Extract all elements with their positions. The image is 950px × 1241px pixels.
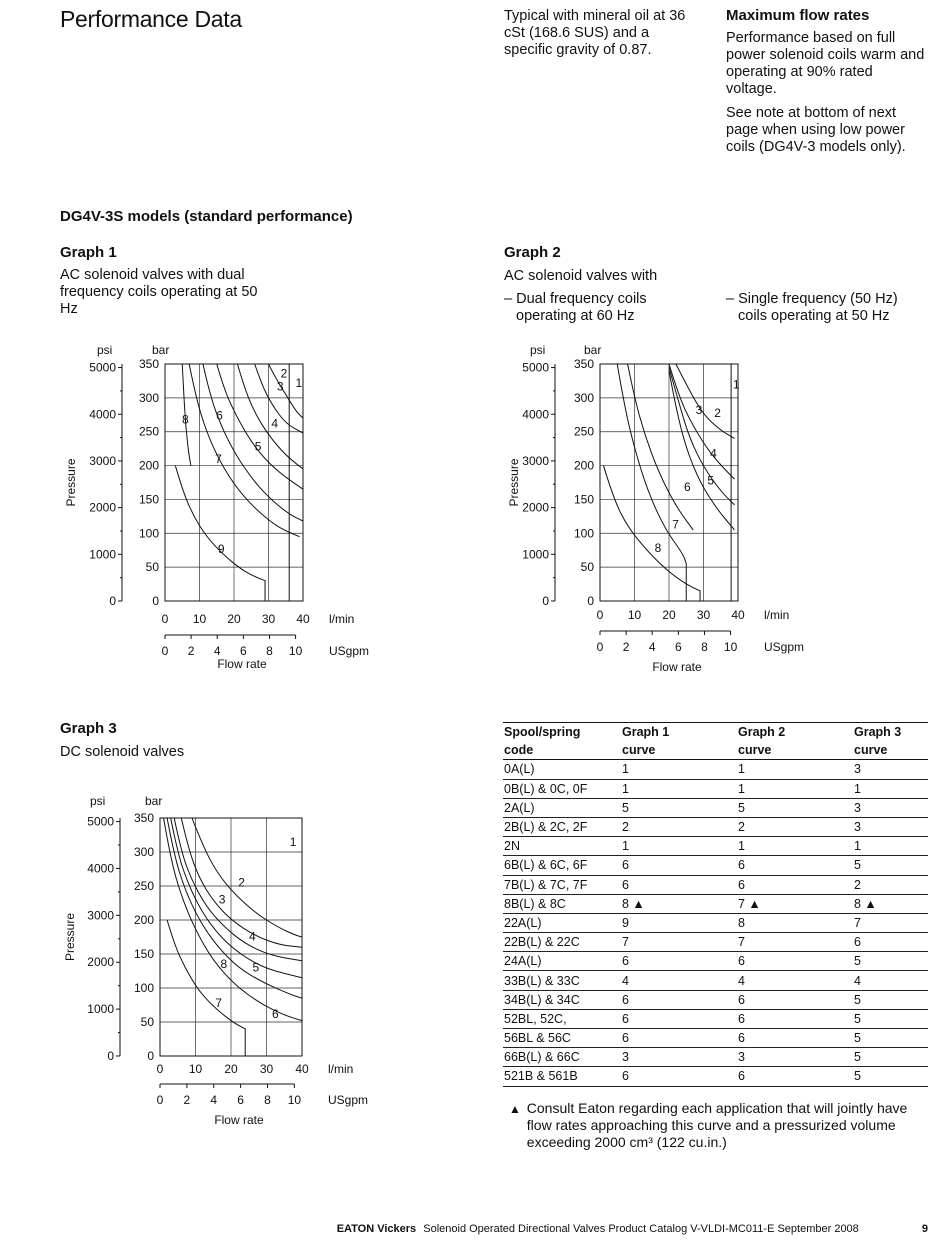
- curve-label: 5: [707, 473, 715, 488]
- psi-tick-label: 2000: [87, 955, 114, 970]
- series-curve-2: [676, 364, 735, 438]
- curve-label: 5: [254, 439, 262, 454]
- max-flow-paragraph-1: Performance based on full power solenoid coils warm and operating at 90% rated voltage.: [726, 30, 925, 97]
- bar-tick-label: 300: [138, 390, 159, 405]
- psi-tick-label: 4000: [89, 407, 116, 422]
- gpm-tick-label: 0: [156, 1093, 164, 1107]
- spool-table-container: [503, 722, 928, 1087]
- gpm-tick-label: 8: [701, 640, 708, 654]
- gpm-tick-label: 2: [187, 644, 195, 658]
- lmin-tick-label: 40: [295, 1062, 309, 1076]
- cell-spool-code: 2A(L): [503, 798, 621, 817]
- gpm-tick-label: 10: [287, 1093, 302, 1107]
- graph1-description: AC solenoid valves with dual frequency coils operating at 50 Hz: [60, 267, 258, 317]
- lmin-tick-label: 30: [696, 608, 711, 622]
- curve-label: 3: [218, 892, 226, 907]
- lmin-tick-label: 10: [188, 1062, 203, 1076]
- header-curve-2: curve: [737, 741, 853, 760]
- gpm-tick-label: 4: [213, 644, 221, 658]
- curve-label: 3: [276, 379, 284, 394]
- gpm-unit-label: USgpm: [329, 644, 370, 658]
- bar-tick-label: 300: [573, 390, 594, 405]
- bar-tick-label: 100: [133, 981, 154, 995]
- psi-tick-label: 1000: [89, 547, 116, 562]
- oil-note: Typical with mineral oil at 36 cSt (168.6 SUS) and a specific gravity of 0.87.: [504, 8, 686, 58]
- triangle-icon: ▲: [509, 1102, 521, 1116]
- header-graph1: Graph 1: [621, 723, 737, 742]
- cell-curve: 6: [621, 1067, 737, 1086]
- cell-curve: 1: [621, 760, 737, 779]
- curve-label: 4: [710, 446, 717, 461]
- cell-curve: 6: [621, 1029, 737, 1048]
- cell-curve: 1: [737, 760, 853, 779]
- cell-curve: 6: [853, 933, 928, 952]
- cell-curve: 6: [621, 1009, 737, 1028]
- graph3-title: Graph 3: [60, 720, 117, 737]
- header-spool: Spool/spring: [503, 723, 621, 742]
- psi-tick-label: 0: [542, 594, 549, 608]
- footnote-text: Consult Eaton regarding each application that will jointly have flow rates approaching this curve and a pressurized volume exceeding 2000 cm³ (122 cu.in.): [526, 1100, 908, 1150]
- footer: [337, 1223, 928, 1235]
- curve-label: 7: [215, 995, 222, 1010]
- curve-label: 4: [271, 416, 279, 431]
- curve-label: 9: [217, 541, 225, 556]
- cell-curve: 5: [853, 990, 928, 1009]
- lmin-tick-label: 20: [224, 1062, 238, 1076]
- cell-curve: 5: [853, 1009, 928, 1028]
- bar-tick-label: 0: [147, 1049, 154, 1063]
- psi-tick-label: 5000: [89, 360, 116, 375]
- cell-spool-code: 34B(L) & 34C: [503, 990, 621, 1009]
- curve-label: 1: [732, 377, 740, 392]
- cell-curve: 6: [737, 856, 853, 875]
- series-curve-6: [628, 364, 694, 530]
- table-row: [503, 875, 928, 894]
- psi-tick-label: 0: [109, 594, 116, 608]
- table-row: [503, 971, 928, 990]
- curve-label: 6: [216, 408, 223, 423]
- table-row: [503, 817, 928, 836]
- psi-tick-label: 4000: [522, 407, 549, 422]
- gpm-tick-label: 4: [648, 640, 656, 654]
- series-curve-5: [217, 364, 303, 489]
- gpm-tick-label: 2: [183, 1093, 191, 1107]
- cell-spool-code: 22B(L) & 22C: [503, 933, 621, 952]
- psi-tick-label: 3000: [89, 453, 116, 468]
- lmin-tick-label: 0: [596, 608, 604, 622]
- cell-curve: 5: [853, 952, 928, 971]
- cell-curve: 2: [737, 817, 853, 836]
- curve-label: 8: [182, 412, 189, 427]
- bar-tick-label: 50: [140, 1015, 154, 1029]
- pressure-axis-label: Pressure: [63, 912, 77, 962]
- max-flow-paragraph-2: See note at bottom of next page when using low power coils (DG4V-3 models only).: [726, 105, 906, 155]
- lmin-tick-label: 20: [227, 612, 241, 626]
- cell-spool-code: 24A(L): [503, 952, 621, 971]
- bar-tick-label: 150: [138, 492, 159, 507]
- bar-tick-label: 300: [133, 845, 154, 859]
- cell-curve: 5: [853, 856, 928, 875]
- cell-curve: 3: [853, 817, 928, 836]
- lmin-unit-label: l/min: [329, 612, 355, 626]
- cell-spool-code: 7B(L) & 7C, 7F: [503, 875, 621, 894]
- cell-curve: 2: [621, 817, 737, 836]
- lmin-tick-label: 30: [259, 1062, 274, 1076]
- curve-label: 7: [672, 517, 679, 532]
- gpm-tick-label: 6: [237, 1093, 244, 1107]
- lmin-unit-label: l/min: [328, 1062, 354, 1076]
- cell-curve: 7: [621, 933, 737, 952]
- cell-curve: 6: [737, 952, 853, 971]
- page-title: Performance Data: [60, 6, 242, 32]
- gpm-tick-label: 8: [264, 1093, 271, 1107]
- psi-tick-label: 3000: [522, 453, 549, 468]
- bar-tick-label: 350: [138, 357, 159, 371]
- cell-spool-code: 52BL, 52C,: [503, 1009, 621, 1028]
- table-row: [503, 1029, 928, 1048]
- curve-label: 4: [248, 929, 256, 944]
- bar-tick-label: 250: [573, 424, 594, 439]
- cell-curve: 7 ▲: [737, 894, 853, 913]
- cell-curve: 1: [621, 837, 737, 856]
- bar-tick-label: 350: [573, 357, 594, 371]
- gpm-tick-label: 6: [240, 644, 247, 658]
- table-header-row-2: [503, 741, 928, 760]
- gpm-tick-label: 6: [675, 640, 682, 654]
- cell-curve: 5: [853, 1048, 928, 1067]
- gpm-tick-label: 10: [723, 640, 738, 654]
- flow-rate-label: Flow rate: [217, 657, 267, 671]
- chart-g3: [63, 794, 368, 1127]
- cell-spool-code: 0B(L) & 0C, 0F: [503, 779, 621, 798]
- series-curve-3: [255, 364, 303, 433]
- header-graph3: Graph 3: [853, 723, 928, 742]
- cell-curve: 1: [853, 779, 928, 798]
- bar-unit-label: bar: [152, 343, 170, 357]
- gpm-tick-label: 0: [596, 640, 604, 654]
- cell-spool-code: 33B(L) & 33C: [503, 971, 621, 990]
- bar-tick-label: 0: [587, 594, 594, 608]
- gpm-tick-label: 10: [288, 644, 303, 658]
- psi-unit-label: psi: [90, 794, 106, 808]
- cell-curve: 4: [621, 971, 737, 990]
- header-curve-1: curve: [621, 741, 737, 760]
- footer-text: Solenoid Operated Directional Valves Product Catalog V-VLDI-MC011-E September 2008: [423, 1223, 859, 1235]
- table-row: [503, 1067, 928, 1086]
- table-row: [503, 933, 928, 952]
- bar-tick-label: 50: [145, 560, 159, 575]
- bar-tick-label: 350: [133, 811, 154, 825]
- cell-spool-code: 8B(L) & 8C: [503, 894, 621, 913]
- bar-tick-label: 200: [133, 913, 154, 927]
- lmin-tick-label: 10: [627, 608, 642, 622]
- cell-curve: 6: [621, 856, 737, 875]
- cell-curve: 5: [737, 798, 853, 817]
- cell-curve: 9: [621, 913, 737, 932]
- cell-curve: 1: [853, 837, 928, 856]
- curve-label: 8: [654, 541, 662, 556]
- chart-g2: [507, 343, 804, 674]
- lmin-unit-label: l/min: [764, 608, 790, 622]
- graph2-description-dual-text: – Dual frequency coils operating at 60 Hz: [504, 291, 647, 324]
- table-row: [503, 990, 928, 1009]
- pressure-axis-label: Pressure: [507, 458, 521, 507]
- bar-tick-label: 0: [152, 594, 159, 608]
- cell-curve: 7: [737, 933, 853, 952]
- cell-spool-code: 0A(L): [503, 760, 621, 779]
- cell-curve: 6: [737, 990, 853, 1009]
- header-graph2: Graph 2: [737, 723, 853, 742]
- psi-tick-label: 2000: [522, 500, 549, 515]
- curve-label: 2: [280, 366, 288, 381]
- psi-tick-label: 0: [107, 1049, 114, 1063]
- curve-label: 8: [220, 957, 228, 972]
- cell-curve: 6: [621, 875, 737, 894]
- series-curve-4: [237, 364, 303, 469]
- cell-curve: 1: [737, 837, 853, 856]
- graph2-description: AC solenoid valves with: [504, 268, 658, 284]
- psi-unit-label: psi: [530, 343, 546, 357]
- psi-unit-label: psi: [97, 343, 113, 357]
- graph1-title: Graph 1: [60, 244, 117, 261]
- cell-curve: 6: [737, 875, 853, 894]
- bar-unit-label: bar: [584, 343, 602, 357]
- cell-curve: 3: [621, 1048, 737, 1067]
- cell-spool-code: 66B(L) & 66C: [503, 1048, 621, 1067]
- curve-label: 7: [215, 451, 222, 466]
- gpm-tick-label: 4: [210, 1093, 218, 1107]
- table-row: [503, 779, 928, 798]
- bar-tick-label: 200: [573, 458, 594, 473]
- bar-tick-label: 150: [133, 947, 154, 961]
- cell-curve: 5: [621, 798, 737, 817]
- header-curve-3: curve: [853, 741, 928, 760]
- cell-curve: 6: [621, 990, 737, 1009]
- gpm-tick-label: 0: [161, 644, 169, 658]
- table-row: [503, 952, 928, 971]
- bar-tick-label: 250: [133, 879, 154, 893]
- psi-tick-label: 2000: [89, 500, 116, 515]
- table-row: [503, 894, 928, 913]
- table-row: [503, 760, 928, 779]
- curve-label: 2: [714, 405, 721, 420]
- series-curve-6: [203, 364, 303, 521]
- gpm-tick-label: 8: [266, 644, 273, 658]
- cell-spool-code: 22A(L): [503, 913, 621, 932]
- bar-tick-label: 100: [573, 526, 594, 541]
- bar-tick-label: 200: [138, 458, 159, 473]
- cell-curve: 8: [737, 913, 853, 932]
- psi-tick-label: 3000: [87, 908, 114, 923]
- graph2-title: Graph 2: [504, 244, 561, 261]
- cell-curve: 3: [853, 760, 928, 779]
- graph2-description-single-text: – Single frequency (50 Hz) coils operating at 50 Hz: [726, 291, 898, 324]
- bar-unit-label: bar: [145, 794, 163, 808]
- gpm-unit-label: USgpm: [764, 640, 805, 654]
- table-row: [503, 1048, 928, 1067]
- table-footnote: [509, 1100, 929, 1151]
- header-code: code: [503, 741, 621, 760]
- pressure-axis-label: Pressure: [64, 458, 78, 507]
- cell-curve: 3: [737, 1048, 853, 1067]
- table-header-row-1: [503, 723, 928, 742]
- cell-curve: 4: [853, 971, 928, 990]
- curve-label: 5: [252, 960, 260, 975]
- bar-tick-label: 250: [138, 424, 159, 439]
- cell-curve: 6: [621, 952, 737, 971]
- flow-rate-label: Flow rate: [214, 1113, 264, 1127]
- lmin-tick-label: 0: [161, 612, 169, 626]
- section-heading: DG4V-3S models (standard performance): [60, 208, 353, 225]
- cell-spool-code: 2N: [503, 837, 621, 856]
- lmin-tick-label: 0: [156, 1062, 164, 1076]
- cell-curve: 6: [737, 1009, 853, 1028]
- table-row: [503, 837, 928, 856]
- curve-label: 3: [695, 403, 703, 418]
- psi-tick-label: 5000: [87, 814, 114, 829]
- graph3-description: DC solenoid valves: [60, 744, 185, 760]
- cell-curve: 7: [853, 913, 928, 932]
- table-row: [503, 913, 928, 932]
- lmin-tick-label: 20: [662, 608, 676, 622]
- cell-curve: 1: [621, 779, 737, 798]
- table-row: [503, 798, 928, 817]
- curve-label: 6: [683, 480, 691, 495]
- psi-tick-label: 1000: [87, 1002, 114, 1017]
- cell-curve: 5: [853, 1029, 928, 1048]
- footer-brand: EATON Vickers: [336, 1223, 417, 1235]
- cell-spool-code: 2B(L) & 2C, 2F: [503, 817, 621, 836]
- cell-curve: 8 ▲: [853, 894, 928, 913]
- gpm-unit-label: USgpm: [328, 1093, 369, 1107]
- bar-tick-label: 50: [580, 560, 594, 575]
- curve-label: 2: [238, 875, 245, 890]
- cell-curve: 6: [737, 1029, 853, 1048]
- cell-curve: 6: [737, 1067, 853, 1086]
- curve-label: 1: [289, 834, 297, 849]
- cell-curve: 1: [737, 779, 853, 798]
- curve-label: 6: [272, 1006, 279, 1021]
- cell-spool-code: 521B & 561B: [503, 1067, 621, 1086]
- series-curve-1: [192, 818, 302, 937]
- psi-tick-label: 4000: [87, 861, 114, 876]
- bar-tick-label: 100: [138, 526, 159, 541]
- lmin-tick-label: 40: [731, 608, 745, 622]
- cell-curve: 3: [853, 798, 928, 817]
- cell-spool-code: 56BL & 56C: [503, 1029, 621, 1048]
- cell-curve: 5: [853, 1067, 928, 1086]
- cell-curve: 8 ▲: [621, 894, 737, 913]
- cell-spool-code: 6B(L) & 6C, 6F: [503, 856, 621, 875]
- page-number: 9: [921, 1223, 928, 1235]
- spool-curve-table: [503, 722, 928, 1087]
- psi-tick-label: 5000: [522, 360, 549, 375]
- lmin-tick-label: 10: [192, 612, 207, 626]
- chart-g1: [64, 343, 369, 671]
- curve-label: 1: [295, 375, 303, 390]
- lmin-tick-label: 40: [296, 612, 310, 626]
- cell-curve: 4: [737, 971, 853, 990]
- table-row: [503, 1009, 928, 1028]
- flow-rate-label: Flow rate: [652, 660, 702, 674]
- table-row: [503, 856, 928, 875]
- bar-tick-label: 150: [573, 492, 594, 507]
- psi-tick-label: 1000: [522, 547, 549, 562]
- cell-curve: 2: [853, 875, 928, 894]
- lmin-tick-label: 30: [261, 612, 276, 626]
- max-flow-heading: Maximum flow rates: [726, 7, 870, 24]
- series-curve-7: [617, 364, 686, 601]
- gpm-tick-label: 2: [622, 640, 630, 654]
